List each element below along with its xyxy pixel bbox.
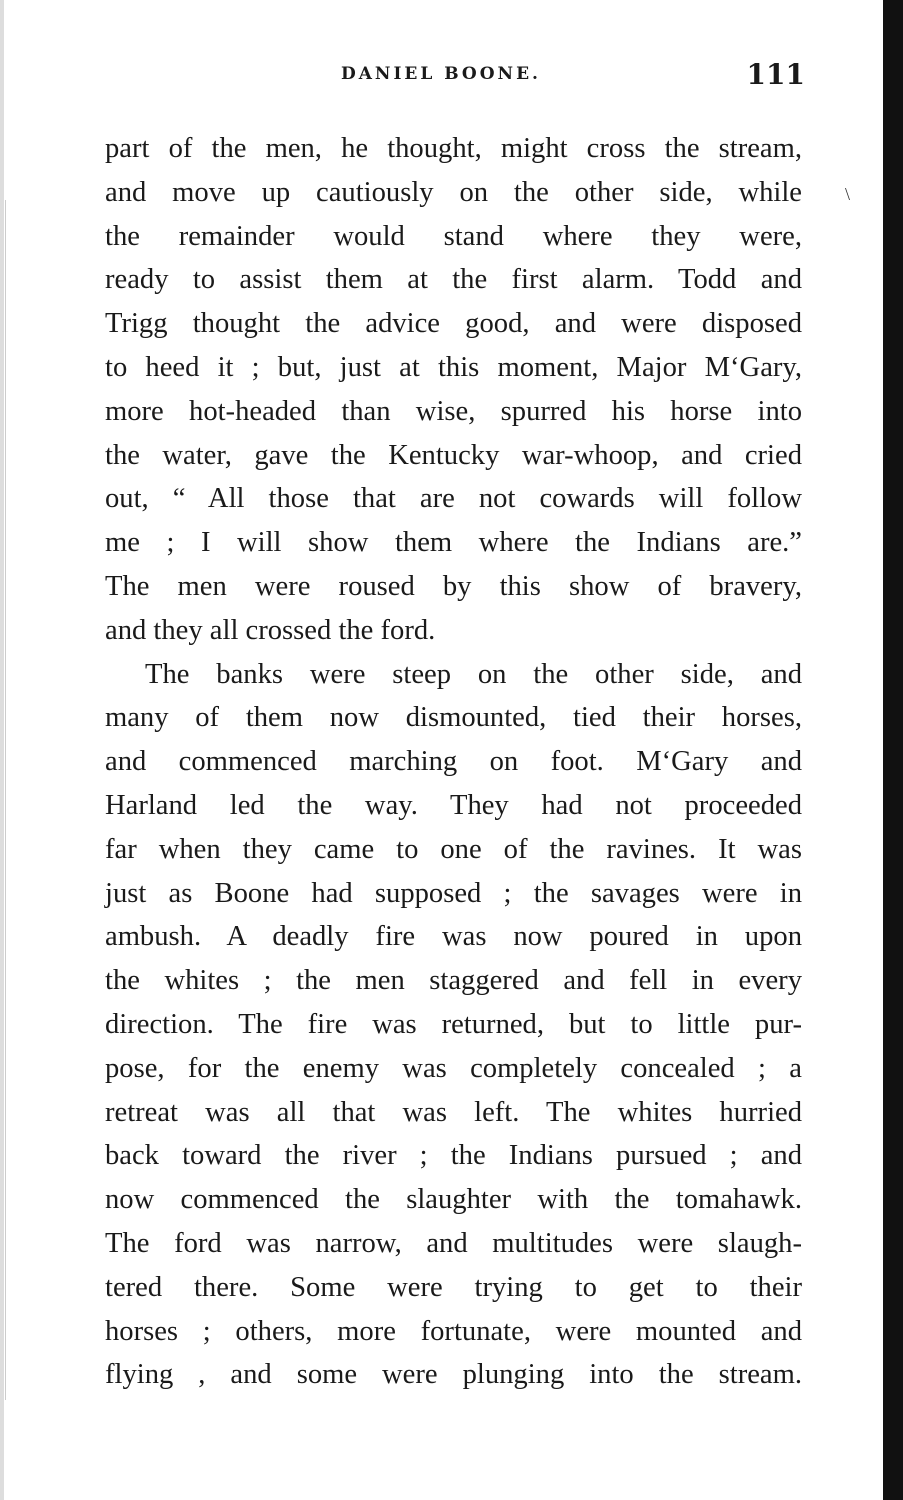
text-line: flying , and some were plunging into the stream. bbox=[105, 1359, 802, 1391]
text-line: retreat was all that was left. The whites hurried bbox=[105, 1096, 802, 1128]
page-header bbox=[105, 60, 805, 100]
text-line: The men were roused by this show of bravery, bbox=[105, 570, 802, 602]
scan-edge-bar bbox=[883, 0, 903, 1500]
text-line: out, “ All those that are not cowards will follow bbox=[105, 483, 802, 515]
margin-mark: \ bbox=[845, 184, 851, 204]
text-line: ambush. A deadly fire was now poured in upon bbox=[105, 921, 802, 953]
paragraph-1 bbox=[105, 127, 802, 653]
text-line: Trigg thought the advice good, and were disposed bbox=[105, 308, 802, 340]
scan-line bbox=[5, 200, 6, 1400]
text-line: and move up cautiously on the other side, while bbox=[105, 176, 802, 208]
running-title: DANIEL BOONE. bbox=[341, 64, 541, 84]
body-text bbox=[105, 127, 802, 1397]
text-line: The ford was narrow, and multitudes were slaugh- bbox=[105, 1227, 802, 1259]
text-line: part of the men, he thought, might cross the stream, bbox=[105, 133, 802, 164]
paragraph-2 bbox=[105, 653, 802, 1398]
text-line: more hot-headed than wise, spurred his horse into bbox=[105, 395, 802, 427]
text-line: pose, for the enemy was completely concealed ; a bbox=[105, 1052, 802, 1084]
text-line: ready to assist them at the first alarm. Todd and bbox=[105, 264, 802, 296]
text-line: me ; I will show them where the Indians are.” bbox=[105, 527, 802, 559]
text-line: Harland led the way. They had not proceeded bbox=[105, 789, 802, 821]
text-line: the whites ; the men staggered and fell in every bbox=[105, 965, 802, 997]
text-line: to heed it ; but, just at this moment, Major M‘Gary, bbox=[105, 351, 802, 383]
text-line: the water, gave the Kentucky war-whoop, and cried bbox=[105, 439, 802, 471]
text-line: horses ; others, more fortunate, were mounted and bbox=[105, 1315, 802, 1347]
text-line: tered there. Some were trying to get to their bbox=[105, 1271, 802, 1303]
text-line: and they all crossed the ford. bbox=[105, 614, 436, 646]
text-line: the remainder would stand where they were, bbox=[105, 220, 802, 252]
text-line: many of them now dismounted, tied their horses, bbox=[105, 702, 802, 734]
text-line: and commenced marching on foot. M‘Gary and bbox=[105, 746, 802, 778]
text-line: direction. The fire was returned, but to little pur- bbox=[105, 1008, 802, 1040]
text-line: The banks were steep on the other side, and bbox=[145, 658, 802, 690]
page-number: 111 bbox=[746, 58, 805, 91]
text-line: now commenced the slaughter with the tomahawk. bbox=[105, 1184, 802, 1216]
text-line: far when they came to one of the ravines. It was bbox=[105, 833, 802, 865]
text-line: just as Boone had supposed ; the savages were in bbox=[105, 877, 802, 909]
page-gutter bbox=[0, 0, 4, 1500]
text-line: back toward the river ; the Indians pursued ; and bbox=[105, 1140, 802, 1172]
